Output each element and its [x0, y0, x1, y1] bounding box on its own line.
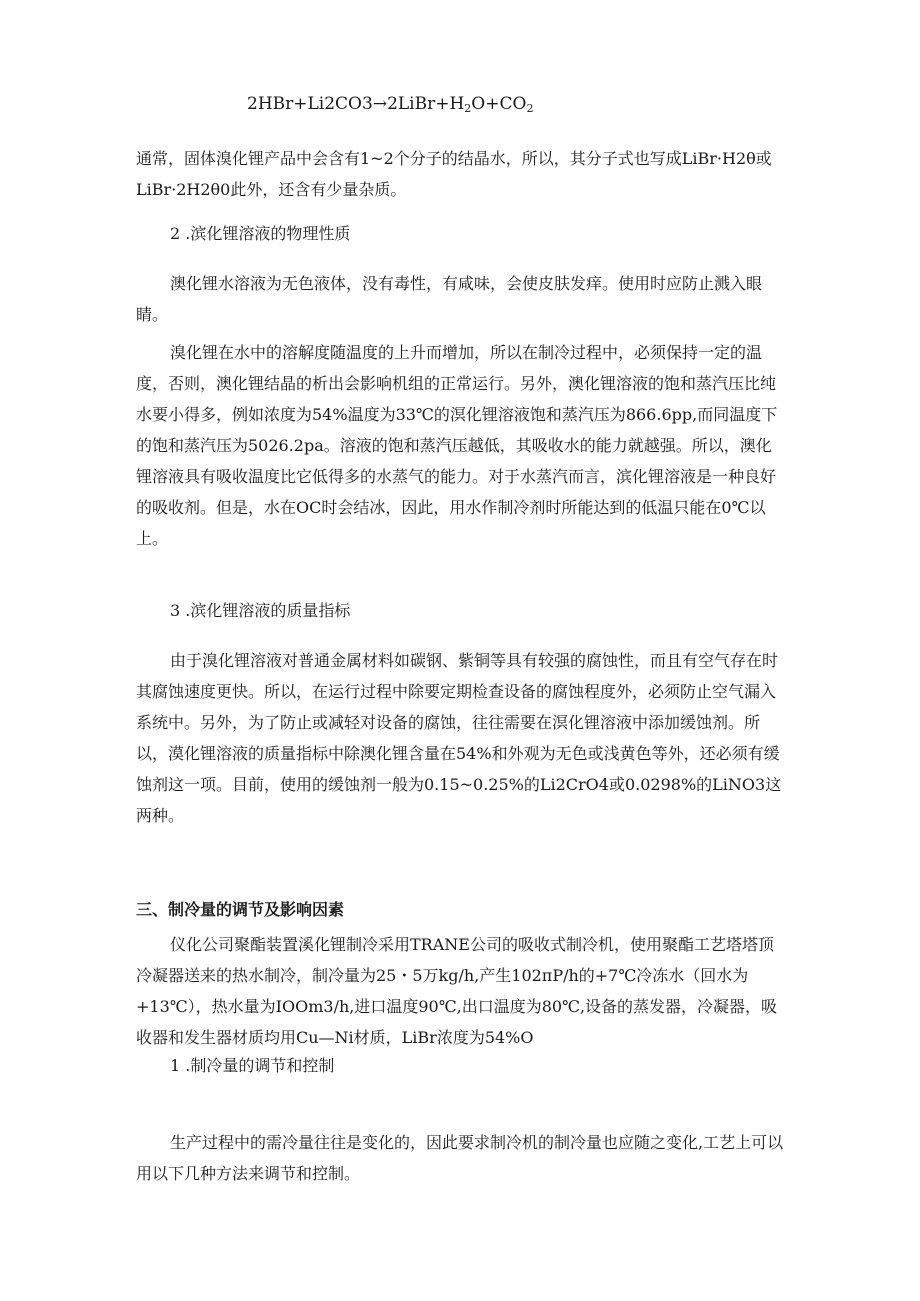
equation-rhs-a: 2LiBr+H: [387, 94, 465, 114]
chemical-equation: [247, 94, 533, 115]
equation-sub-a: 2: [464, 102, 472, 115]
paragraph-crystal-water: 通常，固体溴化锂产品中会含有1~2个分子的结晶水，所以，其分子式也写成LiBr·H2θ或LiBr·2H2θ0此外，还含有少量杂质。: [136, 149, 772, 199]
equation-arrow: →: [372, 94, 388, 114]
paragraph-solubility: 溴化锂在水中的溶解度随温度的上升而增加，所以在制冷过程中，必须保持一定的温度，否则，澳化锂结晶的析出会影响机组的正常运行。另外，澳化锂溶液的饱和蒸汽压比纯水要小得多，例如浓度为54%温度为33℃的溟化锂溶液饱和蒸汽压为866.6pp,而同温度下的饱和蒸汽压为5026.2pa。溶液的饱和蒸汽压越低，其吸收水的能力就越强。所以，澳化锂溶液具有吸收温度比它低得多的水蒸气的能力。对于水蒸汽而言，滨化锂溶液是一种良好的吸收剂。但是，水在OC时会结冰，因此，用水作制冷剂时所能达到的低温只能在0℃以上。: [136, 343, 778, 548]
paragraph-solution-appearance: 澳化锂水溶液为无色液体，没有毒性，有咸味，会使皮肤发痒。使用时应防止溅入眼睛。: [136, 274, 763, 324]
equation-rhs-b: O+CO: [471, 94, 527, 114]
paragraph-capacity-methods: 生产过程中的需冷量往往是变化的，因此要求制冷机的制冷量也应随之变化,工艺上可以用以下几种方法来调节和控制。: [136, 1133, 784, 1183]
section-heading-physical-properties: 2 .滨化锂溶液的物理性质: [170, 224, 351, 243]
chapter-heading-cooling-capacity: 三、制冷量的调节及影响因素: [136, 900, 345, 919]
equation-sub-b: 2: [526, 102, 534, 115]
section-heading-quality-index: 3 .滨化锂溶液的质量指标: [170, 601, 351, 620]
paragraph-chiller-description: 仪化公司聚酯装置溪化锂制冷采用TRANE公司的吸收式制冷机，使用聚酯工艺塔塔顶冷凝器送来的热水制冷，制冷量为25・5万kg/h,产生102πP/h的+7℃冷冻水（回水为+13℃），热水量为IOOm3/h,进口温度90℃,出口温度为80℃,设备的蒸发器，冷凝器，吸收器和发生器材质均用Cu—Ni材质，LiBr浓度为54%O: [136, 935, 778, 1047]
paragraph-corrosion: 由于溴化锂溶液对普通金属材料如碳钢、紫铜等具有较强的腐蚀性，而且有空气存在时其腐蚀速度更快。所以，在运行过程中除要定期检查设备的腐蚀程度外，必须防止空气漏入系统中。另外，为了防止或减轻对设备的腐蚀，往往需要在溟化锂溶液中添加缓蚀剂。所以，漠化锂溶液的质量指标中除澳化锂含量在54%和外观为无色或浅黄色等外，还必须有缓蚀剂这一项。目前，使用的缓蚀剂一般为0.15~0.25%的Li2CrO4或0.0298%的LiNO3这两种。: [136, 651, 782, 825]
section-heading-capacity-control: 1 .制冷量的调节和控制: [170, 1056, 335, 1075]
equation-lhs: 2HBr+Li2CO3: [247, 94, 373, 114]
